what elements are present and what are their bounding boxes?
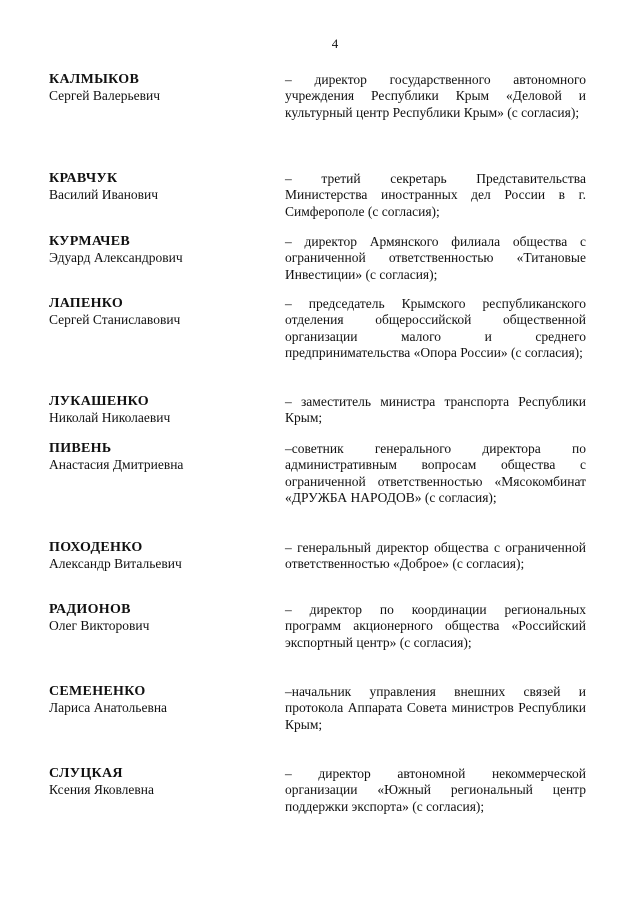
member-position: – заместитель министра транспорта Республики Крым; — [285, 394, 586, 426]
member-given-names: Сергей Валерьевич — [49, 88, 160, 103]
member-position: – директор Армянского филиала общества с ограниченной ответственностью «Титановые Инвестиции» (с согласия); — [285, 234, 586, 282]
member-surname: КАЛМЫКОВ — [49, 72, 140, 87]
member-position: –начальник управления внешних связей и протокола Аппарата Совета министров Республики Крым; — [285, 684, 586, 732]
member-surname: ПИВЕНЬ — [49, 441, 112, 456]
member-position: –советник генерального директора по административным вопросам общества с ограниченной ответственностью «Мясокомбинат «ДРУЖБА НАРОДОВ» (с согласия); — [285, 441, 586, 506]
member-surname: КУРМАЧЕВ — [49, 234, 130, 249]
member-given-names: Александр Витальевич — [49, 556, 182, 571]
member-surname: СЕМЕНЕНКО — [49, 684, 146, 699]
member-given-names: Николай Николаевич — [49, 410, 171, 425]
member-surname: ПОХОДЕНКО — [49, 540, 143, 555]
member-position: – директор по координации региональных программ акционерного общества «Российский экспортный центр» (с согласия); — [285, 602, 586, 650]
member-given-names: Анастасия Дмитриевна — [49, 457, 184, 472]
page-number: 4 — [331, 36, 339, 51]
member-given-names: Эдуард Александрович — [49, 250, 183, 265]
member-given-names: Олег Викторович — [49, 618, 150, 633]
member-given-names: Василий Иванович — [49, 187, 159, 202]
member-surname: ЛАПЕНКО — [49, 296, 124, 311]
member-position: – директор автономной некоммерческой организации «Южный региональный центр поддержки экспорта» (с согласия); — [285, 766, 586, 814]
member-surname: СЛУЦКАЯ — [49, 766, 123, 781]
member-given-names: Лариса Анатольевна — [49, 700, 168, 715]
member-position: – третий секретарь Представительства Министерства иностранных дел России в г. Симферополе (с согласия); — [285, 171, 586, 219]
member-position: – генеральный директор общества с ограниченной ответственностью «Доброе» (с согласия); — [285, 540, 586, 572]
member-surname: КРАВЧУК — [49, 171, 118, 186]
member-position: – председатель Крымского республиканского отделения общероссийской общественной организации малого и среднего предпринимательства «Опора России» (с согласия); — [285, 296, 586, 361]
member-surname: ЛУКАШЕНКО — [49, 394, 149, 409]
member-given-names: Сергей Станиславович — [49, 312, 181, 327]
member-given-names: Ксения Яковлевна — [49, 782, 154, 797]
member-surname: РАДИОНОВ — [49, 602, 131, 617]
member-position: – директор государственного автономного учреждения Республики Крым «Деловой и культурный центр Республики Крым» (с согласия); — [285, 72, 586, 120]
